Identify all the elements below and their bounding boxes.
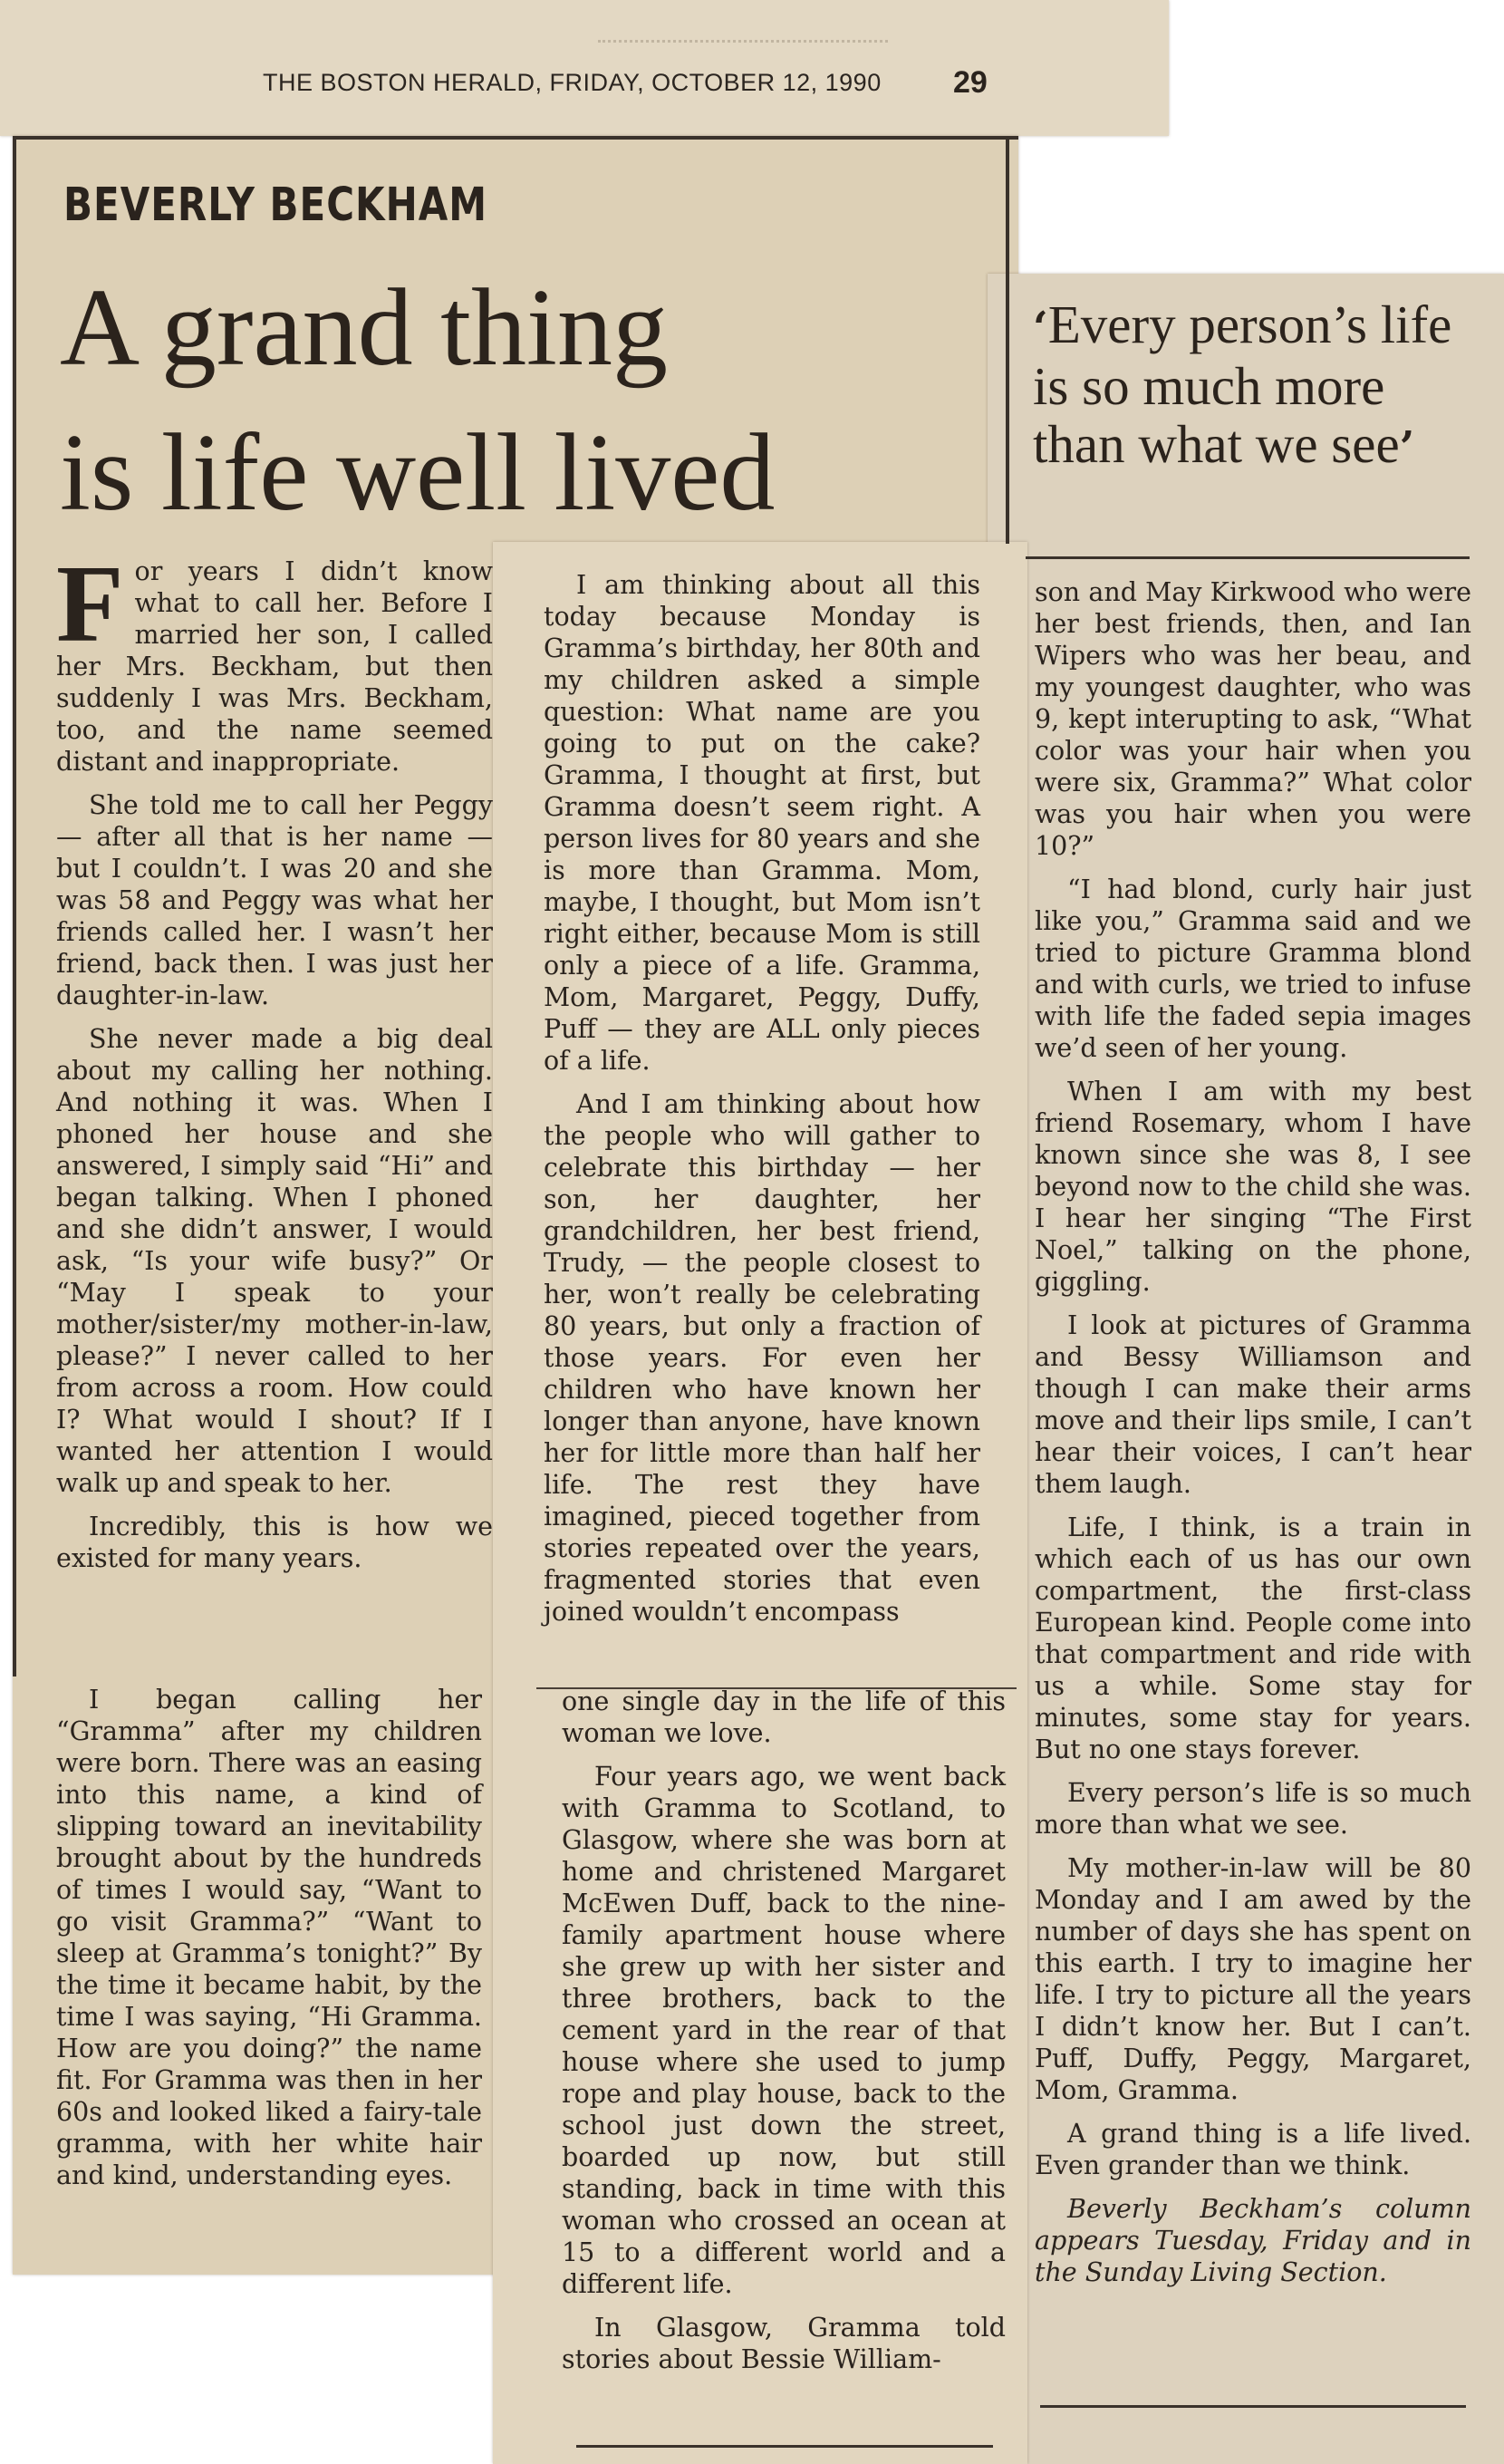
paragraph: Life, I think, is a train in which each of us has our own compartment, the first-class European kind. People come into that compartment and ride with us a while. Some stay for minutes, some stay for years. But no one stays forever.: [1035, 1512, 1471, 1764]
paragraph: For years I didn’t know what to call her. Before I married her son, I called her Mrs. Beckham, but then suddenly I was Mrs. Beckham, too, and the name seemed distant and inappropriate.: [56, 543, 493, 777]
paragraph: one single day in the life of this woman we love.: [562, 1686, 1006, 1748]
byline: BEVERLY BECKHAM: [63, 178, 488, 231]
paragraph: I began calling her “Gramma” after my children were born. There was an easing into this name, a kind of slipping toward an inevitability brought about by the hundreds of times I would say, “Want to go visit Gramma?” “Want to sleep at Gramma’s tonight?” By the time it became habit, by the time I was saying, “Hi Gramma. How are you doing?” the name fit. For Gramma was then in her 60s and looked liked a fairy-tale gramma, with her white hair and kind, understanding eyes.: [56, 1685, 482, 2190]
top-rule: [13, 136, 1018, 140]
close-quote-mark-icon: ’: [1399, 422, 1415, 473]
paragraph: son and May Kirkwood who were her best friends, then, and Ian Wipers who was her beau, and my youngest daughter, who was 9, kept interupting to ask, “What color was your hair when you were six, Gramma?” What color was you hair when you were 10?”: [1035, 577, 1471, 861]
right-border-rule: [1006, 136, 1009, 544]
paragraph: I look at pictures of Gramma and Bessy Williamson and though I can make their arms move and their lips smile, I can’t hear their voices, I can’t hear them laugh.: [1035, 1310, 1471, 1499]
paragraph: In Glasgow, Gramma told stories about Bessie William-: [562, 2313, 1006, 2374]
drop-cap: F: [56, 543, 124, 665]
clipping-top-strip: [0, 0, 1169, 136]
column-2-bottom: [562, 1686, 1006, 2387]
paragraph: Four years ago, we went back with Gramma to Scotland, to Glasgow, where she was born at home and christened Margaret McEwen Duff, back to the nine-family apartment house where she grew up with her sister and three brothers, back to the cement yard in the rear of that house where she used to jump rope and play house, back to the school just down the street, boarded up now, but still standing, back in time with this woman who crossed an ocean at 15 to a different world and a different life.: [562, 1762, 1006, 2299]
column-2-end-rule: [576, 2445, 993, 2448]
bleed-through-text: [598, 40, 888, 55]
column-1-bottom: [56, 1684, 482, 2203]
paragraph: She told me to call her Peggy — after all that is her name — but I couldn’t. I was 20 and she was 58 and Peggy was what her friends called her. I wasn’t her friend, back then. I was just her daughter-in-law.: [56, 790, 493, 1010]
signoff: Beverly Beckham’s column appears Tuesday, Friday and in the Sunday Living Section.: [1035, 2194, 1471, 2287]
paragraph: And I am thinking about how the people who will gather to celebrate this birthday — her son, her daughter, her grandchildren, her best friend, Trudy, — the people closest to her, won’t really be celebrating 80 years, but only a fraction of those years. For even her children who have known her longer than anyone, have known her for little more than half her life. The rest they have imagined, pieced together from stories repeated over the years, fragmented stories that even joined wouldn’t encompass: [544, 1089, 980, 1627]
paragraph: A grand thing is a life lived. Even grander than we think.: [1035, 2119, 1471, 2180]
headline-line-2: is life well lived: [60, 411, 776, 534]
open-quote-mark-icon: ‘: [1033, 303, 1048, 353]
paragraph: My mother-in-law will be 80 Monday and I am awed by the number of days she has spent on this earth. I try to imagine her life. I try to picture all the years I didn’t know her. But I can’t. Puff, Duffy, Peggy, Margaret, Mom, Gramma.: [1035, 1853, 1471, 2105]
paragraph: Every person’s life is so much more than what we see.: [1035, 1778, 1471, 1840]
paragraph: When I am with my best friend Rosemary, whom I have known since she was 8, I see beyond now to the child she was. I hear her singing “The First Noel,” talking on the phone, giggling.: [1035, 1077, 1471, 1297]
paragraph: She never made a big deal about my calling her nothing. And nothing it was. When I phoned her house and she answered, I simply said “Hi” and began talking. When I phoned and she didn’t answer, I would ask, “Is your wife busy?” Or “May I speak to your mother/sister/my mother-in-law, please?” I never called to her from across a room. How could I? What would I shout? If I wanted her attention I would walk up and speak to her.: [56, 1024, 493, 1498]
column-3: [1035, 576, 1471, 2300]
paragraph: I am thinking about all this today because Monday is Gramma’s birthday, her 80th and my children asked a simple question: What name are you going to put on the cake? Gramma, I thought at first, but Gramma doesn’t seem right. A person lives for 80 years and she is more than Gramma. Mom, maybe, I thought, but Mom isn’t right either, because Mom is still only a piece of a life. Gramma, Mom, Margaret, Peggy, Duffy, Puff — they are ALL only pieces of a life.: [544, 570, 980, 1076]
pull-quote-text: Every person’s life is so much more than what we see: [1033, 295, 1452, 474]
column-2-top: [544, 569, 980, 1639]
column-1-top: [56, 543, 493, 1586]
column-3-end-rule: [1040, 2405, 1466, 2408]
page-number: 29: [953, 65, 988, 100]
pull-quote: [1033, 295, 1486, 477]
headline-line-1: A grand thing: [60, 266, 668, 389]
left-border-rule: [13, 136, 16, 1676]
headline: [60, 256, 966, 546]
masthead-line: THE BOSTON HERALD, FRIDAY, OCTOBER 12, 1990: [263, 69, 882, 96]
pull-quote-rule: [1026, 556, 1470, 559]
paragraph: “I had blond, curly hair just like you,” Gramma said and we tried to picture Gramma blond and with curls, we tried to infuse with life the faded sepia images we’d seen of her young.: [1035, 874, 1471, 1063]
paragraph: Incredibly, this is how we existed for many years.: [56, 1512, 493, 1573]
